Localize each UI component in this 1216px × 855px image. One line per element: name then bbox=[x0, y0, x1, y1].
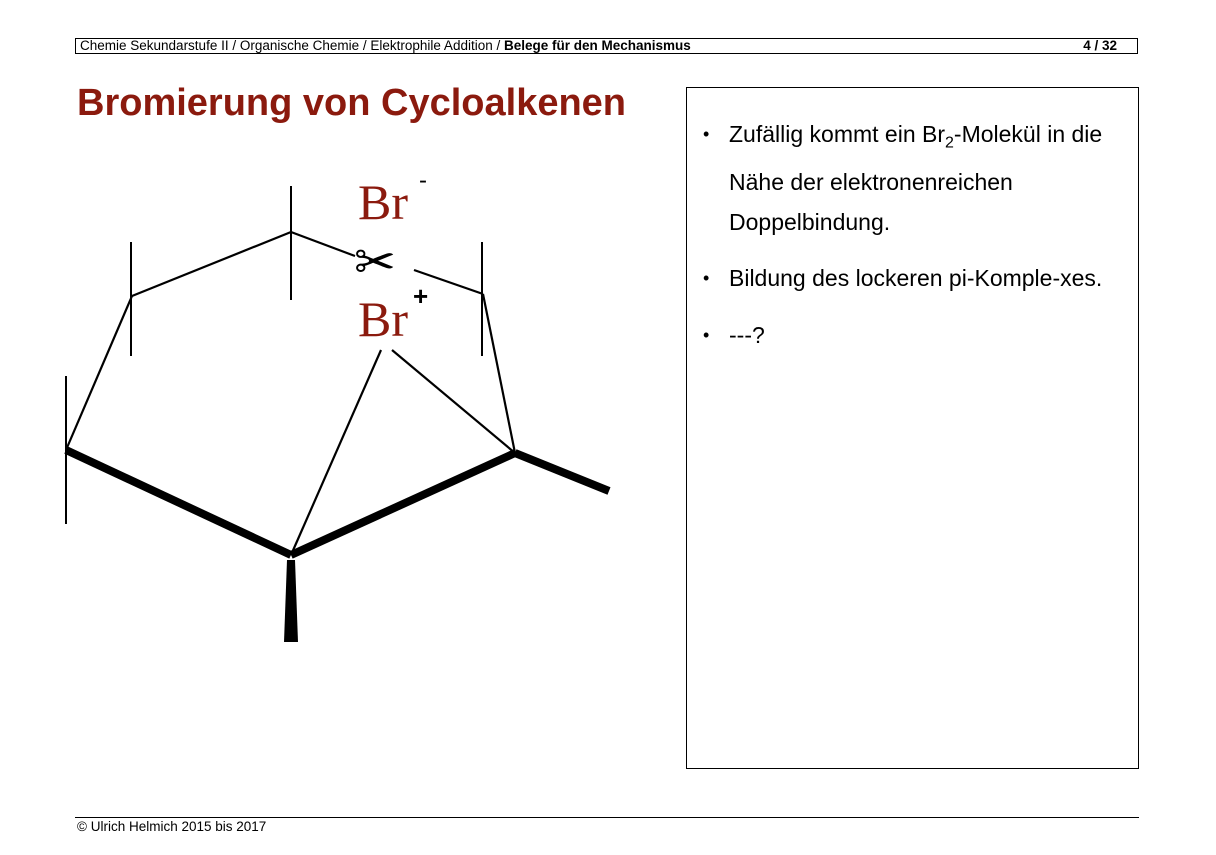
ring-bond bbox=[66, 296, 132, 450]
breadcrumb-path: Chemie Sekundarstufe II / Organische Chemie / Elektrophile Addition / bbox=[80, 38, 501, 53]
bromine-cation-label: Br bbox=[358, 291, 408, 347]
ring-bond bbox=[132, 232, 291, 296]
footer-divider bbox=[75, 817, 1139, 818]
wedge-bond bbox=[284, 560, 298, 642]
copyright: © Ulrich Helmich 2015 bis 2017 bbox=[77, 819, 267, 834]
ring-bond bbox=[291, 232, 355, 256]
ring-bond-front bbox=[291, 453, 515, 555]
cyclohexene-bromine-diagram bbox=[50, 170, 630, 660]
breadcrumb bbox=[80, 39, 691, 53]
header-bar bbox=[75, 38, 1138, 54]
substituent-bond-front bbox=[515, 453, 609, 491]
slide-title: Bromierung von Cycloalkenen bbox=[77, 82, 627, 124]
scissors-icon: ✂ bbox=[354, 233, 396, 291]
bullet-list bbox=[687, 88, 1138, 355]
list-item: • Bildung des lockeren pi-Komple-xes. bbox=[703, 259, 1118, 299]
negative-charge: - bbox=[419, 170, 427, 194]
page-number: 4 / 32 bbox=[1083, 38, 1117, 53]
positive-charge: + bbox=[413, 281, 429, 311]
list-item: • ---? bbox=[703, 316, 1118, 356]
bromine-anion-label: Br bbox=[358, 174, 408, 230]
ring-bond-front bbox=[66, 450, 291, 555]
explanation-box bbox=[686, 87, 1139, 769]
breadcrumb-current: Belege für den Mechanismus bbox=[504, 38, 691, 53]
list-item: • Zufällig kommt ein $Br_2$-Molekül in die Nähe der elektronenreichen Doppelbindung. bbox=[703, 115, 1118, 242]
